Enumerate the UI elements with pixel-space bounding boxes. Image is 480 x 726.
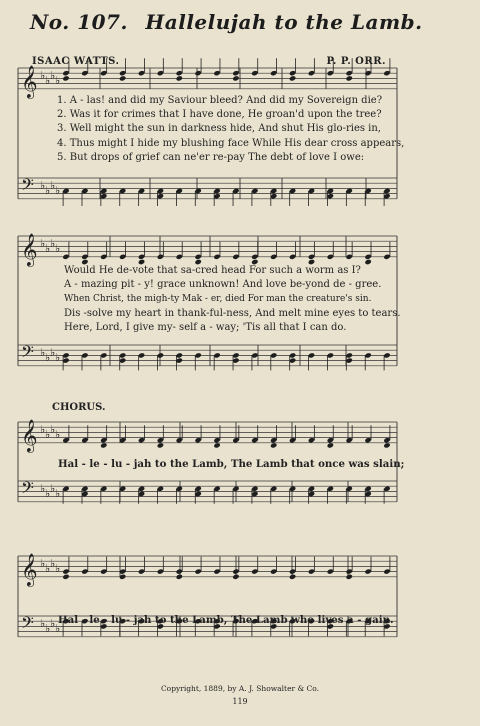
verse-line: Dis -solve my heart in thank-ful-ness, And melt mine eyes to tears. bbox=[64, 307, 401, 319]
chorus-label: CHORUS. bbox=[52, 402, 106, 413]
verse-line: 2. Was it for crimes that I have done, He groan'd upon the tree? bbox=[57, 109, 382, 121]
flat-icon: ♭ bbox=[45, 562, 51, 575]
note-head bbox=[232, 574, 239, 580]
note-head bbox=[232, 75, 239, 81]
flat-icon: ♭ bbox=[40, 178, 46, 192]
note-head bbox=[119, 75, 126, 81]
flat-icon: ♭ bbox=[45, 487, 51, 500]
flat-icon: ♭ bbox=[45, 184, 51, 197]
flat-icon: ♭ bbox=[45, 622, 51, 635]
flat-icon: ♭ bbox=[55, 487, 61, 500]
flat-icon: ♭ bbox=[40, 422, 46, 436]
note-head bbox=[289, 574, 296, 580]
flat-icon: ♭ bbox=[40, 236, 46, 250]
note-head bbox=[327, 442, 334, 448]
note-head bbox=[346, 574, 353, 580]
flat-icon: ♭ bbox=[45, 351, 51, 364]
treble-clef-icon: 𝄞 bbox=[21, 418, 38, 452]
flat-icon: ♭ bbox=[50, 481, 56, 495]
system2-verses bbox=[64, 264, 401, 335]
treble-clef-icon: 𝄞 bbox=[21, 552, 38, 586]
note-head bbox=[176, 574, 183, 580]
flat-icon: ♭ bbox=[50, 178, 56, 192]
note-head bbox=[62, 574, 69, 580]
verse-line: Here, Lord, I give my- self a - way; 'Tis all that I can do. bbox=[64, 321, 347, 333]
chorus-lyrics-line1: Hal - le - lu - jah to the Lamb, The Lamb that once was slain; bbox=[58, 458, 405, 470]
note-head bbox=[62, 75, 69, 81]
flat-icon: ♭ bbox=[50, 345, 56, 359]
flat-icon: ♭ bbox=[55, 74, 61, 87]
lyricist-credit: ISAAC WATTS. bbox=[32, 56, 120, 67]
verse-line: When Christ, the migh-ty Mak - er, died For man the creature's sin. bbox=[64, 294, 372, 305]
flat-icon: ♭ bbox=[40, 68, 46, 82]
treble-clef-icon: 𝄞 bbox=[21, 232, 38, 266]
note-head bbox=[100, 442, 107, 448]
verse-line: Would He de-vote that sa-cred head For such a worm as I? bbox=[64, 265, 361, 276]
flat-icon: ♭ bbox=[50, 236, 56, 250]
flat-icon: ♭ bbox=[50, 616, 56, 630]
verse-line: 4. Thus might I hide my blushing face While His dear cross appears, bbox=[57, 137, 405, 149]
flat-icon: ♭ bbox=[55, 184, 61, 197]
flat-icon: ♭ bbox=[50, 422, 56, 436]
note-head bbox=[289, 75, 296, 81]
bass-clef-icon: 𝄢 bbox=[21, 612, 34, 637]
verse-line: 5. But drops of grief can ne'er re-pay The debt of love I owe: bbox=[57, 151, 365, 163]
flat-icon: ♭ bbox=[40, 481, 46, 495]
flat-icon: ♭ bbox=[45, 74, 51, 87]
flat-icon: ♭ bbox=[55, 242, 61, 255]
verse-line: 1. A - las! and did my Saviour bleed? And did my Sovereign die? bbox=[57, 95, 383, 106]
composer-credit: P. P. ORR. bbox=[326, 56, 386, 67]
verse-line: A - mazing pit - y! grace unknown! And love be-yond de - gree. bbox=[64, 279, 382, 291]
note-head bbox=[383, 442, 390, 448]
treble-clef-icon: 𝄞 bbox=[21, 64, 38, 98]
bass-clef-icon: 𝄢 bbox=[21, 477, 34, 502]
flat-icon: ♭ bbox=[50, 68, 56, 82]
flat-icon: ♭ bbox=[45, 428, 51, 441]
page-number: 119 bbox=[232, 697, 248, 706]
system1-verses bbox=[57, 94, 404, 165]
flat-icon: ♭ bbox=[55, 562, 61, 575]
hymn-number: No. 107. bbox=[30, 10, 128, 34]
flat-icon: ♭ bbox=[45, 242, 51, 255]
hymn-title: Hallelujah to the Lamb. bbox=[145, 10, 423, 34]
bass-clef-icon: 𝄢 bbox=[21, 341, 34, 366]
note-head bbox=[346, 75, 353, 81]
flat-icon: ♭ bbox=[50, 556, 56, 570]
note-head bbox=[176, 75, 183, 81]
copyright-notice: Copyright, 1889, by A. J. Showalter & Co. bbox=[160, 684, 320, 693]
flat-icon: ♭ bbox=[40, 345, 46, 359]
flat-icon: ♭ bbox=[55, 622, 61, 635]
verse-line: 3. Well might the sun in darkness hide, And shut His glo-ries in, bbox=[57, 123, 381, 135]
note-head bbox=[157, 442, 164, 448]
flat-icon: ♭ bbox=[55, 351, 61, 364]
note-head bbox=[270, 442, 277, 448]
flat-icon: ♭ bbox=[55, 428, 61, 441]
flat-icon: ♭ bbox=[40, 616, 46, 630]
bass-clef-icon: 𝄢 bbox=[21, 174, 34, 199]
note-head bbox=[213, 442, 220, 448]
flat-icon: ♭ bbox=[40, 556, 46, 570]
chorus-lyrics-line2: Hal - le - lu - jah to the Lamb, The Lamb who lives a - gain. bbox=[58, 614, 394, 626]
